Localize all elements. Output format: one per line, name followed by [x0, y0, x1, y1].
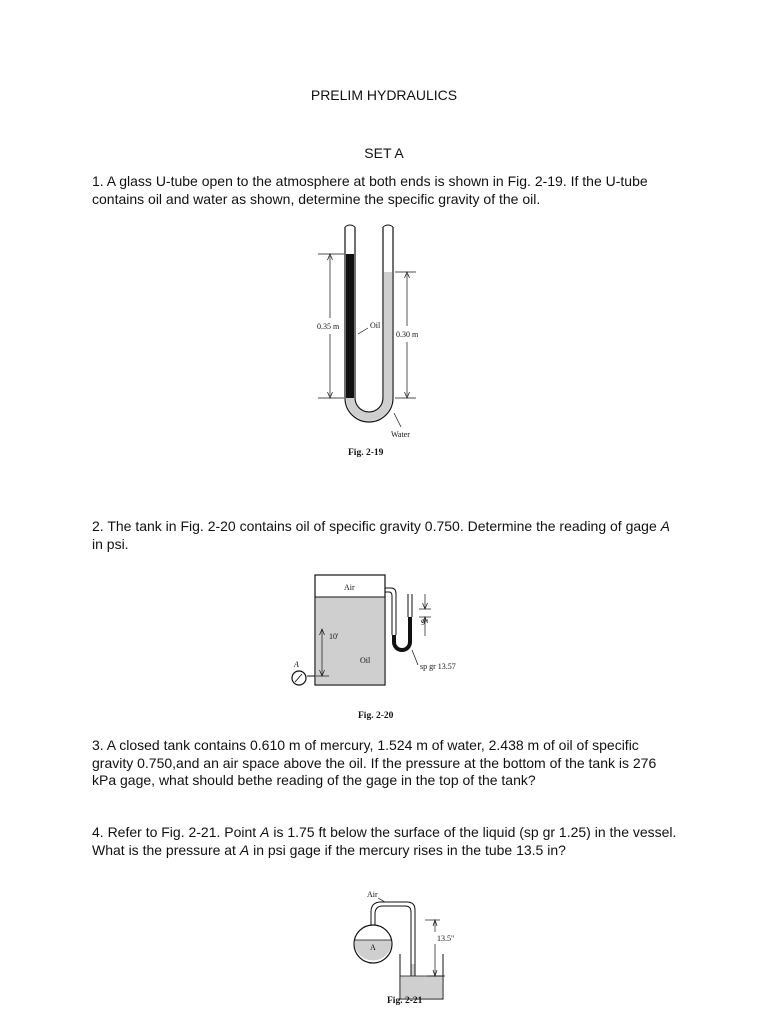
- mercury-reservoir: [401, 976, 442, 998]
- problem-1: 1. A glass U-tube open to the atmosphere at both ends is shown in Fig. 2-19. If the U-tube contains oil and water as shown, determine the specific gravity of the oil.: [92, 173, 648, 207]
- figure-2-21: [345, 888, 465, 1008]
- figure-2-19: [300, 222, 430, 462]
- page-title: PRELIM HYDRAULICS: [310, 87, 458, 103]
- dim-0-30m-label: 0.30 m: [396, 330, 419, 339]
- figure-2-20: [285, 572, 485, 724]
- dim-9in-label: 9": [421, 618, 429, 627]
- dim-0-35m-label: 0.35 m: [317, 322, 340, 331]
- problem-3: 3. A closed tank contains 0.610 m of mercury, 1.524 m of water, 2.438 m of oil of specific gravity 0.750,and an air space above the oil. If the pressure at the bottom of the tank is 276 kPa gage, what should bethe reading of the gage in the top of the tank?: [92, 737, 657, 788]
- figure-caption: Fig. 2-20: [358, 711, 394, 721]
- depth-10ft-label: 10': [329, 632, 339, 641]
- water-label: Water: [391, 430, 410, 439]
- dim-13-5in-label: 13.5": [437, 934, 455, 943]
- oil-label: Oil: [370, 321, 381, 330]
- manometer-mercury: [392, 617, 412, 652]
- figure-caption: Fig. 2-21: [387, 996, 423, 1006]
- gage-a-label: A: [294, 660, 299, 669]
- air-label: Air: [344, 583, 355, 592]
- air-label: Air: [367, 890, 378, 899]
- sp-gr-label: sp gr 13.57: [420, 662, 456, 671]
- oil-column: [346, 254, 354, 398]
- set-label: SET A: [364, 145, 404, 161]
- problem-2: 2. The tank in Fig. 2-20 contains oil of specific gravity 0.750. Determine the reading of gage A in psi.: [92, 518, 670, 552]
- point-a-label: A: [370, 943, 376, 952]
- problem-4: 4. Refer to Fig. 2-21. Point A is 1.75 ft below the surface of the liquid (sp gr 1.25) in the vessel. What is the pressure at A in psi gage if the mercury rises in the tube 13.5 in?: [92, 824, 677, 858]
- oil-label: Oil: [360, 656, 371, 665]
- figure-caption: Fig. 2-19: [348, 448, 384, 458]
- oil-fill: [316, 597, 384, 684]
